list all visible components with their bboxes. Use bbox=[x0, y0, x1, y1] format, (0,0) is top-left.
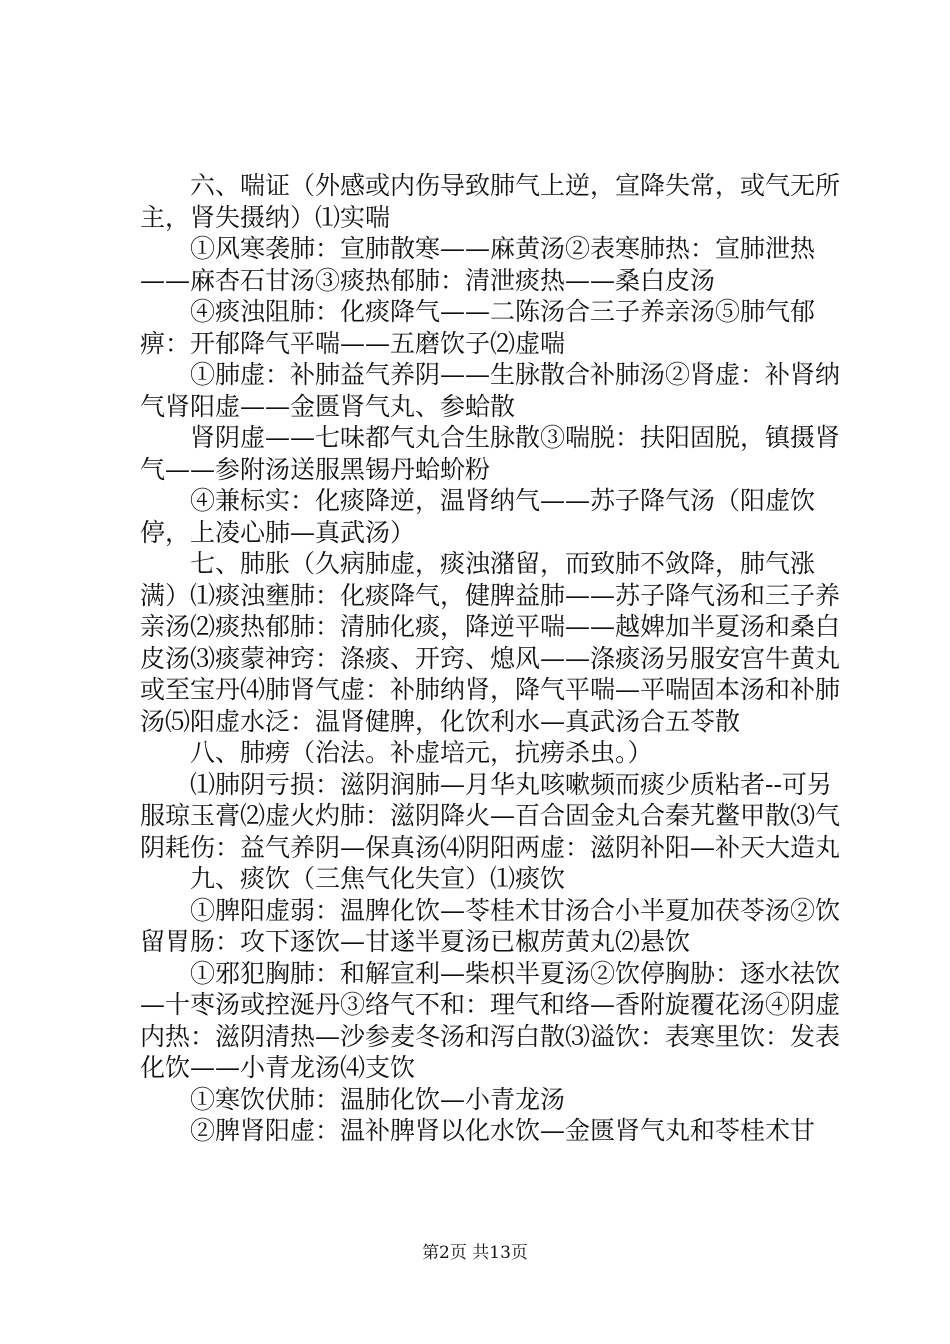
paragraph-tuberculosis-patterns: ⑴肺阴亏损：滋阴润肺—月华丸咳嗽频而痰少质粘者--可另服琼玉膏⑵虚火灼肺：滋阴降火—百合固金丸合秦艽鳖甲散⑶气阴耗伤：益气养阴—保真汤⑷阴阳两虚：滋阴补阳—补天大造丸 bbox=[140, 769, 841, 862]
paragraph-tuberculosis-heading: 八、肺痨（治法。补虚培元，抗痨杀虫。） bbox=[190, 738, 653, 767]
page-number-footer: 第2页 共13页 bbox=[422, 1243, 528, 1263]
paragraph-deficiency-asthma-3: ④兼标实：化痰降逆，温肾纳气——苏子降气汤（阳虚饮停，上凌心肺—真武汤） bbox=[140, 486, 816, 547]
document-body bbox=[140, 170, 840, 1147]
paragraph-excess-asthma-1: ①风寒袭肺：宣肺散寒——麻黄汤②表寒肺热：宣肺泄热——麻杏石甘汤③痰热郁肺：清泄痰热——桑白皮汤 bbox=[140, 234, 816, 295]
paragraph-deficiency-asthma-2: 肾阴虚——七味都气丸合生脉散③喘脱：扶阳固脱，镇摄肾气——参附汤送服黑锡丹蛤蚧粉 bbox=[140, 423, 841, 484]
paragraph-propping-fluid-1: ①寒饮伏肺：温肺化饮—小青龙汤 bbox=[190, 1084, 566, 1114]
paragraph-excess-asthma-2: ④痰浊阻肺：化痰降气——二陈汤合三子养亲汤⑤肺气郁痹：开郁降气平喘——五磨饮子⑵虚喘 bbox=[140, 297, 816, 358]
paragraph-deficiency-asthma-1: ①肺虚：补肺益气养阴——生脉散合补肺汤②肾虚：补肾纳气肾阳虚——金匮肾气丸、参蛤散 bbox=[140, 360, 841, 421]
paragraph-phlegm-fluid-1: ①脾阳虚弱：温脾化饮—苓桂术甘汤合小半夏加茯苓汤②饮留胃肠：攻下逐饮—甘遂半夏汤已椒苈黄丸⑵悬饮 bbox=[140, 895, 841, 956]
paragraph-suspended-fluid: ①邪犯胸肺：和解宣利—柴枳半夏汤②饮停胸胁：逐水祛饮—十枣汤或控涎丹③络气不和：理气和络—香附旋覆花汤④阴虚内热：滋阴清热—沙参麦冬汤和泻白散⑶溢饮：表寒里饮：发表化饮——小青龙汤⑷支饮 bbox=[140, 958, 841, 1082]
paragraph-lung-distension: 七、肺胀（久病肺虚，痰浊潴留，而致肺不敛降，肺气涨满）⑴痰浊壅肺：化痰降气，健脾益肺——苏子降气汤和三子养亲汤⑵痰热郁肺：清肺化痰，降逆平喘——越婢加半夏汤和桑白皮汤⑶痰蒙神窍：涤痰、开窍、熄风——涤痰汤另服安宫牛黄丸或至宝丹⑷肺肾气虚：补肺纳肾，降气平喘—平喘固本汤和补肺汤⑸阳虚水泛：温肾健脾，化饮利水—真武汤合五苓散 bbox=[140, 549, 841, 736]
paragraph-asthma-heading: 六、喘证（外感或内伤导致肺气上逆，宣降失常，或气无所主，肾失摄纳）⑴实喘 bbox=[140, 171, 841, 232]
paragraph-propping-fluid-2: ②脾肾阳虚：温补脾肾以化水饮—金匮肾气丸和苓桂术甘 bbox=[190, 1116, 816, 1145]
paragraph-phlegm-fluid-heading: 九、痰饮（三焦气化失宣）⑴痰饮 bbox=[190, 864, 566, 893]
